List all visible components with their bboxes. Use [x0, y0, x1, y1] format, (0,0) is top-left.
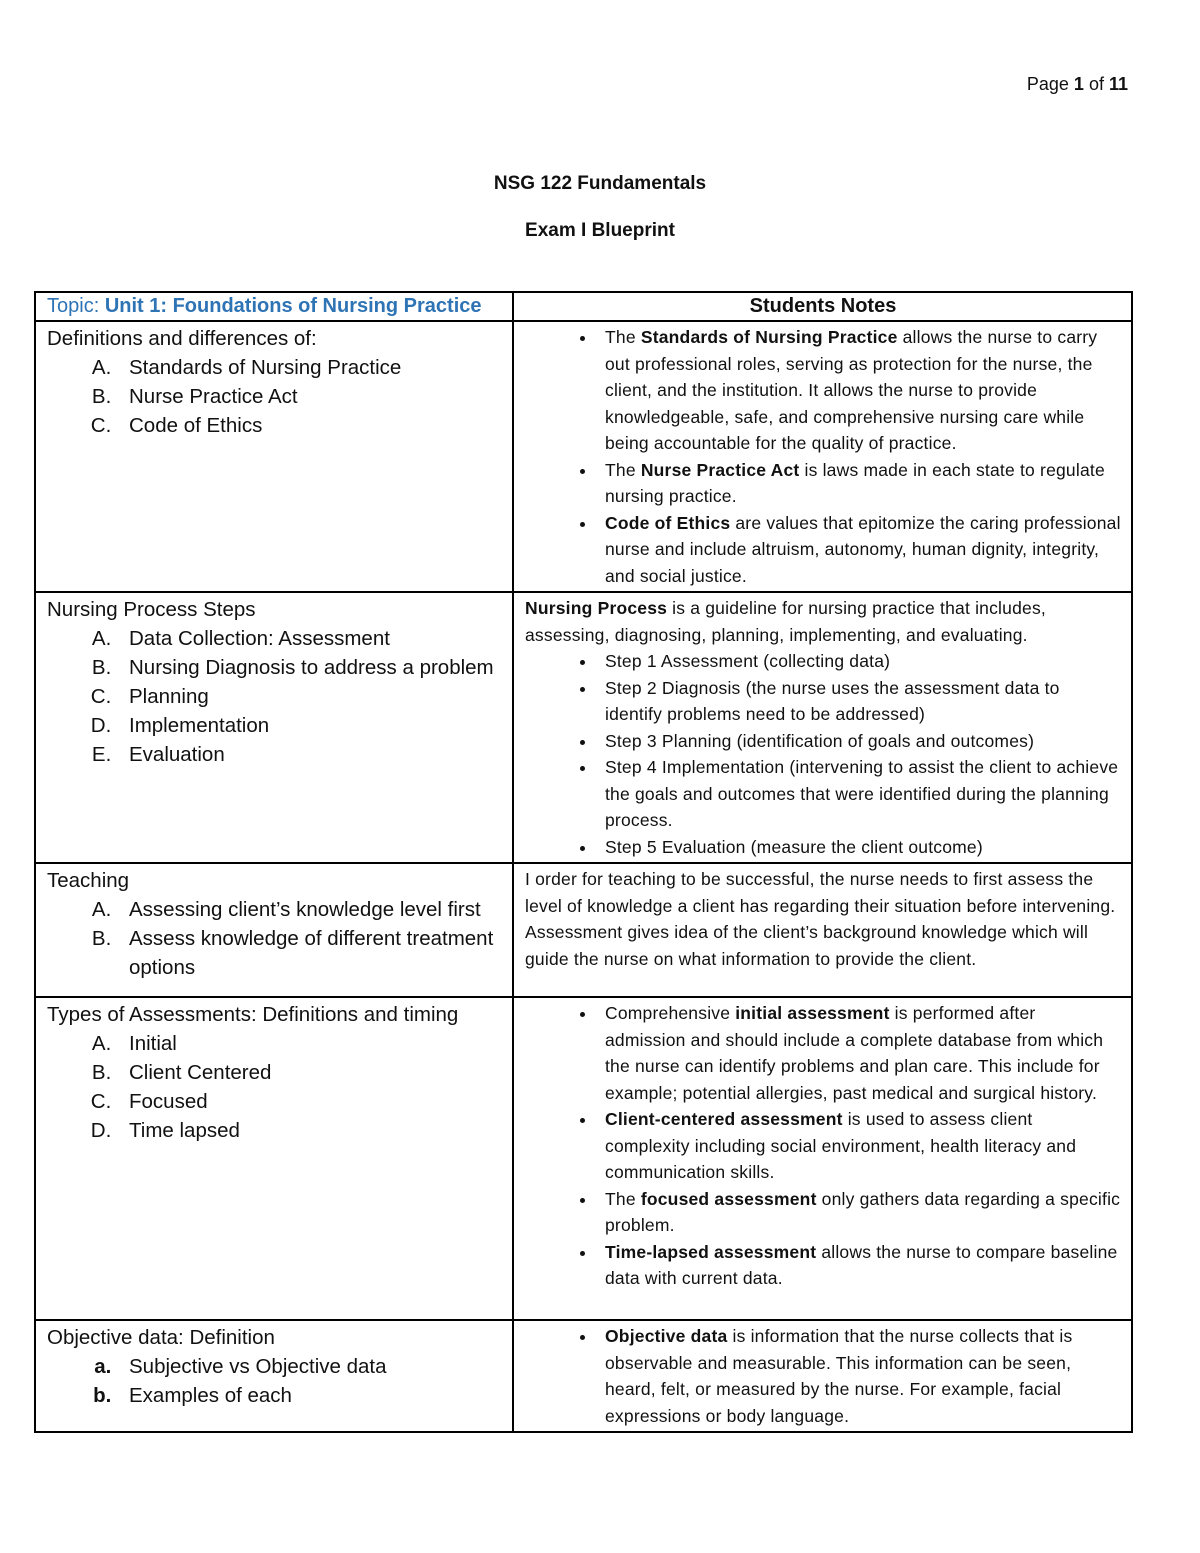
note-text: are values that epitomize the caring professional nurse and include altruism, autonomy, human dignity, integrity, and social justice. — [605, 512, 1121, 586]
subtopic-list — [47, 895, 502, 982]
notes-intro — [525, 595, 1121, 648]
notes-intro — [525, 866, 1121, 972]
page-total: 11 — [1108, 74, 1128, 94]
note-text: is laws made in each state to regulate nursing practice. — [605, 459, 1105, 506]
note-text: Step 2 Diagnosis (the nurse uses the assessment data to identify problems need to be addressed) — [605, 677, 1060, 724]
subtopic-item: B. Nursing Diagnosis to address a problem — [117, 653, 502, 682]
note-item — [597, 754, 1121, 834]
note-text: The — [605, 327, 641, 347]
topic-cell — [35, 321, 513, 592]
note-item — [597, 324, 1121, 457]
note-text: The — [605, 459, 641, 480]
note-text: Comprehensive — [605, 1003, 736, 1023]
note-item — [597, 834, 1121, 861]
note-item — [597, 675, 1121, 728]
notes-cell — [513, 1320, 1132, 1432]
page-of-label: of — [1088, 74, 1104, 94]
subtopic-list — [47, 353, 502, 440]
notes-list — [525, 1000, 1121, 1292]
subtopic-item: a. Subjective vs Objective data — [117, 1352, 502, 1381]
notes-cell — [513, 321, 1132, 592]
bold-term: Time-lapsed assessment — [605, 1241, 817, 1262]
topic-cell — [35, 863, 513, 997]
note-text: Step 5 Evaluation (measure the client outcome) — [605, 836, 983, 857]
topic-label: Topic: — [47, 295, 100, 317]
note-text: is performed after admission and should include a complete database from which the nurse can identify problems and plan care. This include for example; potential allergies, past medical and surgical history. — [605, 1003, 1104, 1103]
subtopic-list — [47, 1029, 502, 1145]
table-row — [35, 1320, 1132, 1432]
notes-list — [525, 648, 1121, 860]
subtopic-item: A. Data Collection: Assessment — [117, 624, 502, 653]
blueprint-table — [34, 291, 1133, 1433]
subtopic-item: E. Evaluation — [117, 740, 502, 769]
topic-heading: Objective data: Definition — [47, 1326, 275, 1349]
bold-term: Nursing Process — [525, 598, 668, 618]
subtopic-item: A. Initial — [117, 1029, 502, 1058]
notes-cell — [513, 863, 1132, 997]
note-item — [597, 1239, 1121, 1292]
note-item — [597, 728, 1121, 755]
subtopic-list — [47, 624, 502, 769]
note-text: only gathers data regarding a specific problem. — [605, 1188, 1121, 1235]
notes-list — [525, 324, 1121, 589]
notes-header: Students Notes — [513, 292, 1132, 321]
bold-term: Standards of Nursing Practice — [640, 327, 898, 347]
subtopic-list — [47, 1352, 502, 1410]
note-text: Step 4 Implementation (intervening to assist the client to achieve the goals and outcomes that were identified during the planning process. — [605, 757, 1119, 830]
bold-term: Nurse Practice Act — [640, 459, 800, 480]
table-row — [35, 321, 1132, 592]
topic-cell — [35, 997, 513, 1320]
note-item — [597, 510, 1121, 590]
subtopic-item: C. Code of Ethics — [117, 411, 502, 440]
subtopic-item: b. Examples of each — [117, 1381, 502, 1410]
topic-heading: Nursing Process Steps — [47, 598, 256, 621]
notes-cell — [513, 592, 1132, 863]
note-item — [597, 648, 1121, 675]
topic-heading: Teaching — [47, 869, 130, 892]
note-item — [597, 1186, 1121, 1239]
page-number — [1027, 74, 1128, 95]
note-text: The — [605, 1188, 641, 1209]
note-text: allows the nurse to compare baseline data with current data. — [605, 1241, 1118, 1288]
topic-heading: Types of Assessments: Definitions and timing — [47, 1003, 459, 1026]
page-label: Page — [1026, 74, 1069, 94]
table-row — [35, 592, 1132, 863]
note-text: is used to assess client complexity including social environment, health literacy and communication skills. — [605, 1109, 1077, 1182]
note-item — [597, 1106, 1121, 1186]
subtopic-item: C. Focused — [117, 1087, 502, 1116]
table-row — [35, 863, 1132, 997]
bold-term: focused assessment — [640, 1188, 817, 1209]
topic-cell — [35, 592, 513, 863]
subtopic-item: D. Implementation — [117, 711, 502, 740]
subtopic-item: B. Assess knowledge of different treatment options — [117, 924, 502, 982]
bold-term: Code of Ethics — [605, 512, 731, 533]
topic-value: Unit 1: Foundations of Nursing Practice — [104, 295, 482, 317]
note-text: I order for teaching to be successful, the nurse needs to first assess the level of knowledge a client has regarding their situation before intervening. Assessment gives idea of the client’s background knowledge which will guide the nurse on what information to provide the client. — [525, 869, 1116, 969]
note-item — [597, 1323, 1121, 1429]
bold-term: Objective data — [605, 1326, 728, 1346]
document-title: NSG 122 Fundamentals — [493, 173, 707, 194]
document-subtitle: Exam I Blueprint — [525, 220, 675, 241]
note-text: allows the nurse to carry out professional roles, serving as protection for the nurse, the client, and the institution. It allows the nurse to provide knowledgeable, safe, and comprehensive nursing care while being accountable for the quality of practice. — [605, 327, 1098, 453]
notes-cell — [513, 997, 1132, 1320]
subtopic-item: D. Time lapsed — [117, 1116, 502, 1145]
page-current: 1 — [1073, 74, 1084, 94]
note-item — [597, 1000, 1121, 1106]
notes-list — [525, 1323, 1121, 1429]
note-text: Step 1 Assessment (collecting data) — [605, 651, 891, 671]
bold-term: Client-centered assessment — [605, 1109, 843, 1129]
topic-header — [35, 292, 513, 321]
note-text: is a guideline for nursing practice that includes, assessing, diagnosing, planning, implementing, and evaluating. — [525, 598, 1046, 645]
table-row — [35, 997, 1132, 1320]
subtopic-item: B. Client Centered — [117, 1058, 502, 1087]
bold-term: initial assessment — [735, 1003, 890, 1023]
topic-cell — [35, 1320, 513, 1432]
subtopic-item: C. Planning — [117, 682, 502, 711]
table-header-row — [35, 292, 1132, 321]
note-text: is information that the nurse collects that is observable and measurable. This information can be seen, heard, felt, or measured by the nurse. For example, facial expressions or body language. — [605, 1326, 1073, 1426]
topic-heading: Definitions and differences of: — [47, 327, 317, 350]
note-item — [597, 457, 1121, 510]
subtopic-item: A. Standards of Nursing Practice — [117, 353, 502, 382]
note-text: Step 3 Planning (identification of goals and outcomes) — [605, 730, 1035, 751]
subtopic-item: B. Nurse Practice Act — [117, 382, 502, 411]
subtopic-item: A. Assessing client’s knowledge level first — [117, 895, 502, 924]
